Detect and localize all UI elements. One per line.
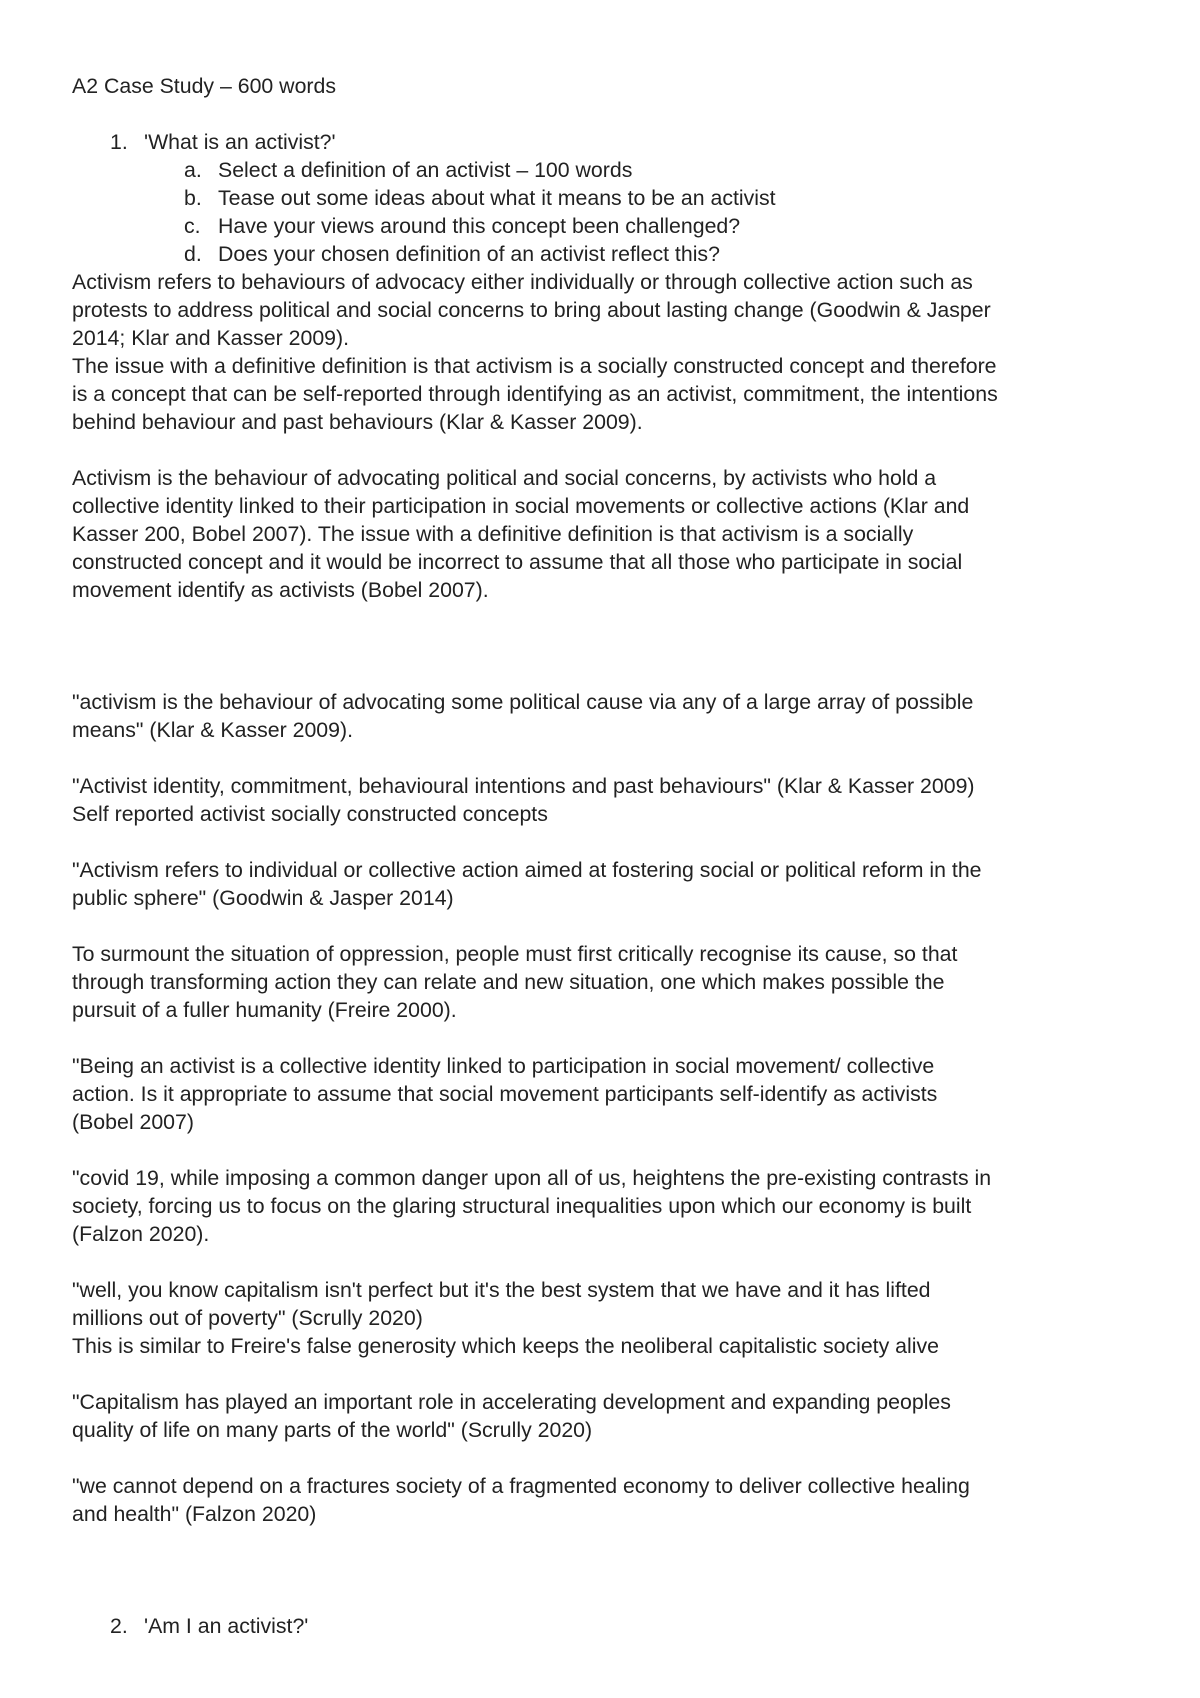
text-line: collective identity linked to their participation in social movements or collective actions (Klar and (72, 494, 970, 518)
quote-goodwin-jasper (72, 856, 1142, 912)
text-line: "we cannot depend on a fractures society of a fragmented economy to deliver collective healing (72, 1474, 970, 1498)
sub-question-letter: b. (184, 186, 202, 210)
text-line: public sphere" (Goodwin & Jasper 2014) (72, 886, 454, 910)
text-line: "Activist identity, commitment, behavioural intentions and past behaviours" (Klar & Kasser 2009) (72, 774, 975, 798)
blank-line (72, 1360, 1142, 1388)
sub-question-letter: c. (184, 214, 201, 238)
blank-line (72, 436, 1142, 464)
text-line: quality of life on many parts of the world" (Scrully 2020) (72, 1418, 593, 1442)
text-line: behind behaviour and past behaviours (Klar & Kasser 2009). (72, 410, 643, 434)
text-line: society, forcing us to focus on the glaring structural inequalities upon which our economy is built (72, 1194, 972, 1218)
sub-question-c (72, 212, 1142, 240)
question-1 (72, 128, 1142, 268)
text-line: Activism is the behaviour of advocating political and social concerns, by activists who hold a (72, 466, 937, 490)
blank-line (72, 632, 1142, 660)
quote-bobel (72, 1052, 1142, 1136)
text-line: "activism is the behaviour of advocating some political cause via any of a large array of possible (72, 690, 974, 714)
quote-klar-kasser (72, 688, 1142, 744)
quote-falzon-covid (72, 1164, 1142, 1248)
blank-line (72, 1024, 1142, 1052)
blank-line (72, 660, 1142, 688)
text-line: "Capitalism has played an important role in accelerating development and expanding peoples (72, 1390, 951, 1414)
paragraph-definition-2 (72, 464, 1142, 604)
blank-line (72, 912, 1142, 940)
document-title: A2 Case Study – 600 words (72, 74, 336, 98)
text-line: This is similar to Freire's false generosity which keeps the neoliberal capitalistic society alive (72, 1334, 939, 1358)
sub-question-text: Have your views around this concept been challenged? (218, 214, 741, 238)
sub-question-text: Does your chosen definition of an activist reflect this? (218, 242, 720, 266)
text-line: The issue with a definitive definition is that activism is a socially constructed concept and therefore (72, 354, 997, 378)
sub-question-letter: a. (184, 158, 202, 182)
text-line: Kasser 200, Bobel 2007). The issue with a definitive definition is that activism is a socially (72, 522, 914, 546)
text-line: Activism refers to behaviours of advocacy either individually or through collective action such as (72, 270, 973, 294)
text-line: (Falzon 2020). (72, 1222, 210, 1246)
quote-activist-identity (72, 772, 1142, 828)
question-number: 2. (110, 1614, 128, 1638)
sub-question-d (72, 240, 1142, 268)
blank-line (72, 1136, 1142, 1164)
blank-line (72, 828, 1142, 856)
question-number: 1. (110, 130, 128, 154)
text-line: "Being an activist is a collective identity linked to participation in social movement/ collective (72, 1054, 935, 1078)
text-line: means" (Klar & Kasser 2009). (72, 718, 353, 742)
text-line: 2014; Klar and Kasser 2009). (72, 326, 350, 350)
text-line: Self reported activist socially constructed concepts (72, 802, 548, 826)
text-line: "covid 19, while imposing a common danger upon all of us, heightens the pre-existing contrasts in (72, 1166, 992, 1190)
sub-question-b (72, 184, 1142, 212)
text-line: "well, you know capitalism isn't perfect but it's the best system that we have and it has lifted (72, 1278, 931, 1302)
text-line: (Bobel 2007) (72, 1110, 194, 1134)
document-page (72, 72, 1142, 1640)
paragraph-definition-1 (72, 268, 1142, 436)
sub-question-text: Tease out some ideas about what it means to be an activist (218, 186, 776, 210)
text-line: action. Is it appropriate to assume that social movement participants self-identify as activists (72, 1082, 938, 1106)
question-2 (72, 1612, 1142, 1640)
blank-line (72, 744, 1142, 772)
blank-line (72, 1556, 1142, 1584)
text-line: protests to address political and social concerns to bring about lasting change (Goodwin & Jasper (72, 298, 991, 322)
question-2-heading (72, 1612, 1142, 1640)
blank-line (72, 1444, 1142, 1472)
text-line: constructed concept and it would be incorrect to assume that all those who participate in social (72, 550, 963, 574)
blank-line (72, 1248, 1142, 1276)
question-1-heading (72, 128, 1142, 156)
question-text: 'Am I an activist?' (144, 1614, 309, 1638)
blank-line (72, 604, 1142, 632)
quote-scrully-capitalism (72, 1276, 1142, 1360)
quote-scrully-development (72, 1388, 1142, 1444)
text-line: To surmount the situation of oppression, people must first critically recognise its cause, so that (72, 942, 958, 966)
quote-freire (72, 940, 1142, 1024)
sub-question-text: Select a definition of an activist – 100 words (218, 158, 633, 182)
blank-line (72, 1584, 1142, 1612)
text-line: movement identify as activists (Bobel 2007). (72, 578, 489, 602)
text-line: is a concept that can be self-reported through identifying as an activist, commitment, the intentions (72, 382, 998, 406)
text-line: pursuit of a fuller humanity (Freire 2000). (72, 998, 457, 1022)
question-text: 'What is an activist?' (144, 130, 336, 154)
text-line: "Activism refers to individual or collective action aimed at fostering social or political reform in the (72, 858, 982, 882)
text-line: and health" (Falzon 2020) (72, 1502, 317, 1526)
quote-falzon-healing (72, 1472, 1142, 1528)
sub-question-a (72, 156, 1142, 184)
text-line: millions out of poverty" (Scrully 2020) (72, 1306, 423, 1330)
blank-line (72, 1528, 1142, 1556)
text-line: through transforming action they can relate and new situation, one which makes possible the (72, 970, 945, 994)
sub-question-letter: d. (184, 242, 202, 266)
